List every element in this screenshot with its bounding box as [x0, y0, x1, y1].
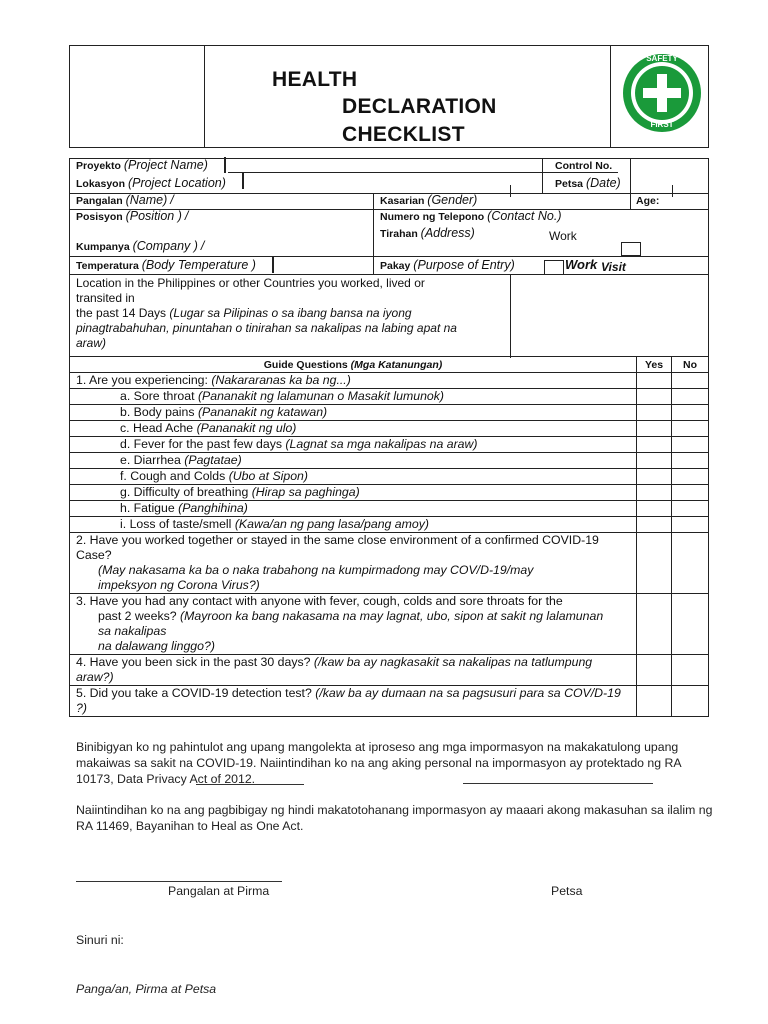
table-row: a. Sore throat (Pananakit ng lalamunan o Masakit lumunok) [70, 389, 709, 405]
yes-cell[interactable] [637, 389, 672, 405]
no-header: No [672, 357, 709, 373]
address-label: Tirahan (Address) [380, 226, 475, 240]
no-cell[interactable] [672, 594, 709, 655]
location-label: Lokasyon (Project Location) [76, 176, 226, 190]
safety-first-logo [623, 54, 701, 132]
work-option-label: Work [549, 229, 577, 243]
yes-cell[interactable] [637, 405, 672, 421]
table-row: i. Loss of taste/smell (Kawa/an ng pang lasa/pang amoy) [70, 517, 709, 533]
table-row: g. Difficulty of breathing (Hirap sa paghinga) [70, 485, 709, 501]
name-signature-label: Pangalan at Pirma [168, 884, 270, 898]
no-cell[interactable] [672, 421, 709, 437]
phone-label: Numero ng Telepono (Contact No.) [380, 209, 562, 223]
no-cell[interactable] [672, 469, 709, 485]
yes-cell[interactable] [637, 594, 672, 655]
yes-cell[interactable] [637, 501, 672, 517]
yes-cell[interactable] [637, 437, 672, 453]
consent-signature-line [463, 783, 653, 784]
title-line-2: DECLARATION [342, 95, 497, 118]
temperature-label: Temperatura (Body Temperature ) [76, 258, 256, 272]
yes-cell[interactable] [637, 517, 672, 533]
question-1-row: 1. Are you experiencing: (Nakararanas ka ba ng...) [70, 373, 709, 389]
company-label: Kumpanya (Company ) / [76, 239, 205, 253]
yes-cell[interactable] [637, 469, 672, 485]
table-row: h. Fatigue (Panghihina) [70, 501, 709, 517]
no-cell[interactable] [672, 437, 709, 453]
guide-header: Guide Questions (Mga Katanungan) [70, 357, 637, 373]
purpose-visit-label: Visit [601, 260, 626, 274]
table-row: c. Head Ache (Pananakit ng ulo) [70, 421, 709, 437]
info-section [69, 158, 709, 357]
age-label: Age: [636, 195, 660, 207]
no-cell[interactable] [672, 453, 709, 469]
no-cell[interactable] [672, 501, 709, 517]
checked-by-label: Sinuri ni: [76, 933, 124, 947]
header-divider-right [610, 46, 611, 147]
yes-cell[interactable] [637, 655, 672, 686]
question-4-row: 4. Have you been sick in the past 30 days? (/kaw ba ay nagkasakit sa nakalipas na tatlumpung araw?) [70, 655, 709, 686]
table-header [70, 357, 709, 373]
gender-label: Kasarian (Gender) [380, 193, 478, 207]
question-5-row: 5. Did you take a COVID-19 detection test? (/kaw ba ay dumaan na sa pagsusuri para sa COV/D-19 ?) [70, 686, 709, 717]
name-label: Pangalan (Name) / [76, 193, 174, 207]
title-line-3: CHECKLIST [342, 123, 465, 146]
date-label: Petsa (Date) [555, 176, 621, 190]
no-cell[interactable] [672, 533, 709, 594]
yes-cell[interactable] [637, 686, 672, 717]
yes-cell[interactable] [637, 485, 672, 501]
name-signature-line [76, 881, 282, 882]
yes-cell[interactable] [637, 421, 672, 437]
disclaimer-paragraph: Naiintindihan ko na ang pagbibigay ng hindi makatotohanang impormasyon ay maaari akong makasuhan sa ilalim ng RA 11469, Bayanihan to Heal as One Act. [76, 803, 713, 833]
no-cell[interactable] [672, 485, 709, 501]
control-no-label: Control No. [555, 160, 613, 172]
date-signature-label: Petsa [551, 884, 583, 898]
table-row: b. Body pains (Pananakit ng katawan) [70, 405, 709, 421]
no-cell[interactable] [672, 389, 709, 405]
logo-text-bottom: FIRST [650, 120, 674, 129]
table-row: d. Fever for the past few days (Lagnat sa mga nakalipas na araw) [70, 437, 709, 453]
travel-history-question: Location in the Philippines or other Countries you worked, lived or transited in the past 14 Days (Lugar sa Pilipinas o sa ibang bansa na iyong pinagtrabahuhan, pinuntahan o tinirahan sa nakalipas na labing apat na araw) [76, 276, 457, 350]
guide-questions-table [69, 356, 709, 717]
form-header [69, 45, 709, 148]
yes-cell[interactable] [637, 453, 672, 469]
work-checkbox[interactable] [544, 260, 564, 275]
position-label: Posisyon (Position ) / [76, 209, 189, 223]
visit-checkbox-top[interactable] [621, 242, 641, 256]
purpose-label: Pakay (Purpose of Entry) [380, 258, 515, 272]
header-divider-left [204, 46, 205, 147]
no-cell[interactable] [672, 655, 709, 686]
yes-cell[interactable] [637, 533, 672, 594]
yes-header: Yes [637, 357, 672, 373]
table-row: f. Cough and Colds (Ubo at Sipon) [70, 469, 709, 485]
checker-signature-label: Panga/an, Pirma at Petsa [76, 982, 217, 996]
logo-text-top: SAFETY [646, 54, 678, 63]
no-cell[interactable] [672, 686, 709, 717]
consent-paragraph: Binibigyan ko ng pahintulot ang upang mangolekta at iproseso ang mga impormasyon na makakatulong upang makaiwas sa sakit na COVID-19. Naiintindihan ko na ang aking personal na impormasyon ay protektado ng RA 10173, Data Privacy Act of 2012. [76, 740, 682, 786]
title-line-1: HEALTH [272, 68, 358, 91]
question-3-row: 3. Have you had any contact with anyone with fever, cough, colds and sore throats for the past 2 weeks? (Mayroon ka bang nakasama na may lagnat, ubo, sipon at sakit ng lalamunan sa nakalipas na dalawang linggo?) [70, 594, 709, 655]
no-cell[interactable] [672, 405, 709, 421]
purpose-work-label: Work [565, 257, 598, 272]
question-2-row: 2. Have you worked together or stayed in the same close environment of a confirmed COVID-19 Case? (May nakasama ka ba o naka trabahong na kumpirmadong may COV/D-19/may impeksyon ng Corona Virus?) [70, 533, 709, 594]
table-row: e. Diarrhea (Pagtatae) [70, 453, 709, 469]
no-cell[interactable] [672, 517, 709, 533]
project-label: Proyekto (Project Name) [76, 158, 208, 172]
